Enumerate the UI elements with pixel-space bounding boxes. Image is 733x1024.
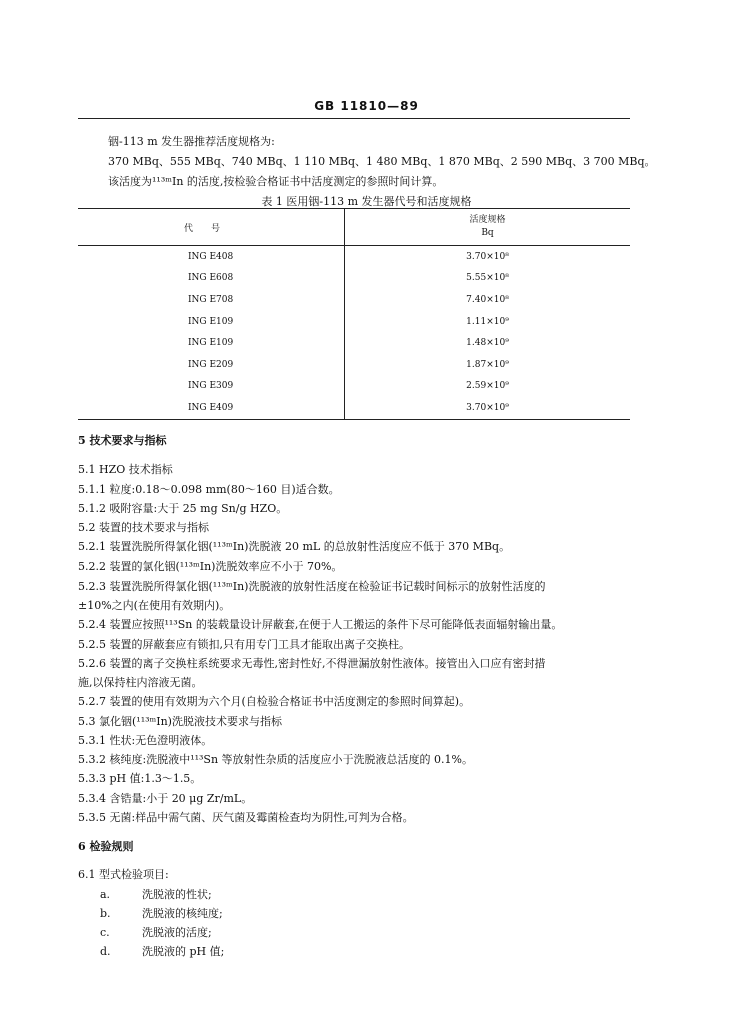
list-item-mark: a. [100,888,111,901]
spec-table [78,208,630,420]
clause-5-2-3-line-1: 5.2.3 装置洗脱所得氯化铟(¹¹³ᵐIn)洗脱液的放射性活度在检验证书记载时间标示的放射性活度的 [78,580,546,593]
clause-5-2-1: 5.2.1 装置洗脱所得氯化铟(¹¹³ᵐIn)洗脱液 20 mL 的总放射性活度应不低于 370 MBq。 [78,540,511,553]
clause-5-3-4: 5.3.4 含锆量:小于 20 μg Zr/mL。 [78,792,253,805]
clause-5-3-2: 5.3.2 核纯度:洗脱液中¹¹³Sn 等放射性杂质的活度应小于洗脱液总活度的 0.1%。 [78,753,473,766]
clause-5-3-5: 5.3.5 无菌:样品中需气菌、厌气菌及霉菌检查均为阴性,可判为合格。 [78,811,414,824]
table-row [78,246,630,268]
clause-5-2-6-line-2: 施,以保持柱内溶液无菌。 [78,676,203,689]
intro-line-2: 370 MBq、555 MBq、740 MBq、1 110 MBq、1 480 MBq、1 870 MBq、2 590 MBq、3 700 MBq。 [108,155,656,168]
list-item-text: 洗脱液的 pH 值; [142,945,225,958]
table-row [78,354,630,376]
list-item-text: 洗脱液的活度; [142,926,212,939]
list-item-mark: c. [100,926,110,939]
activity-cell: 2.59×10⁹ [466,381,509,392]
column-header-code: 代号 [78,209,345,246]
clause-5-1-2: 5.1.2 吸附容量:大于 25 mg Sn/g HZO。 [78,502,288,515]
activity-cell: 1.11×10⁹ [466,316,509,327]
activity-cell: 5.55×10⁸ [466,273,509,284]
clause-6-1: 6.1 型式检验项目: [78,868,169,881]
activity-header-unit: Bq [481,228,494,238]
list-item [100,924,212,940]
clause-5-2-2: 5.2.2 装置的氯化铟(¹¹³ᵐIn)洗脱效率应不小于 70%。 [78,560,343,573]
intro-line-1: 铟-113 m 发生器推荐活度规格为: [108,135,275,148]
list-item-mark: b. [100,907,111,920]
header-rule [78,118,630,119]
table-row [78,376,630,398]
clause-5-3-1: 5.3.1 性状:无色澄明液体。 [78,734,213,747]
section-6-title: 6 检验规则 [78,840,134,853]
activity-cell: 1.87×10⁹ [466,359,509,370]
activity-cell: 3.70×10⁸ [466,251,509,262]
table-row [78,289,630,311]
activity-header-label: 活度规格 [469,215,506,225]
table-row [78,311,630,333]
code-cell: ING E409 [78,397,345,419]
activity-cell: 1.48×10⁹ [466,338,509,349]
standard-code-header: GB 11810—89 [314,99,419,113]
list-item-mark: d. [100,945,111,958]
clause-5-1-1: 5.1.1 粒度:0.18～0.098 mm(80～160 目)适合数。 [78,483,340,496]
code-cell: ING E408 [78,246,345,268]
activity-cell: 3.70×10⁹ [345,397,631,419]
list-item [100,905,223,921]
code-cell: ING E109 [78,332,345,354]
clause-5-2-6-line-1: 5.2.6 装置的离子交换柱系统要求无毒性,密封性好,不得泄漏放射性液体。接管出入口应有密封措 [78,657,546,670]
clause-5-2: 5.2 装置的技术要求与指标 [78,521,209,534]
table-row [78,397,630,419]
code-cell: ING E109 [78,311,345,333]
table-caption: 表 1 医用铟-113 m 发生器代号和活度规格 [261,195,472,208]
code-cell: ING E209 [78,354,345,376]
clause-5-2-4: 5.2.4 装置应按照¹¹³Sn 的装载量设计屏蔽套,在便于人工搬运的条件下尽可能降低表面辐射输出量。 [78,618,563,631]
clause-5-1: 5.1 HZO 技术指标 [78,463,173,476]
column-header-activity [345,209,631,246]
list-item-text: 洗脱液的核纯度; [142,907,223,920]
code-cell: ING E608 [78,268,345,290]
list-item [100,886,212,902]
clause-5-3-3: 5.3.3 pH 值:1.3～1.5。 [78,772,202,785]
code-cell: ING E708 [78,289,345,311]
table-row [78,332,630,354]
clause-5-3: 5.3 氯化铟(¹¹³ᵐIn)洗脱液技术要求与指标 [78,715,282,728]
clause-5-2-7: 5.2.7 装置的使用有效期为六个月(自检验合格证书中活度测定的参照时间算起)。 [78,695,471,708]
clause-5-2-5: 5.2.5 装置的屏蔽套应有锁扣,只有用专门工具才能取出离子交换柱。 [78,638,410,651]
list-item [100,943,224,959]
section-5-title: 5 技术要求与指标 [78,434,167,447]
table-row [78,268,630,290]
list-item-text: 洗脱液的性状; [142,888,212,901]
intro-line-3: 该活度为¹¹³ᵐIn 的活度,按检验合格证书中活度测定的参照时间计算。 [108,175,444,188]
activity-cell: 7.40×10⁸ [466,294,509,305]
code-cell: ING E309 [78,376,345,398]
clause-5-2-3-line-2: ±10%之内(在使用有效期内)。 [78,599,231,612]
